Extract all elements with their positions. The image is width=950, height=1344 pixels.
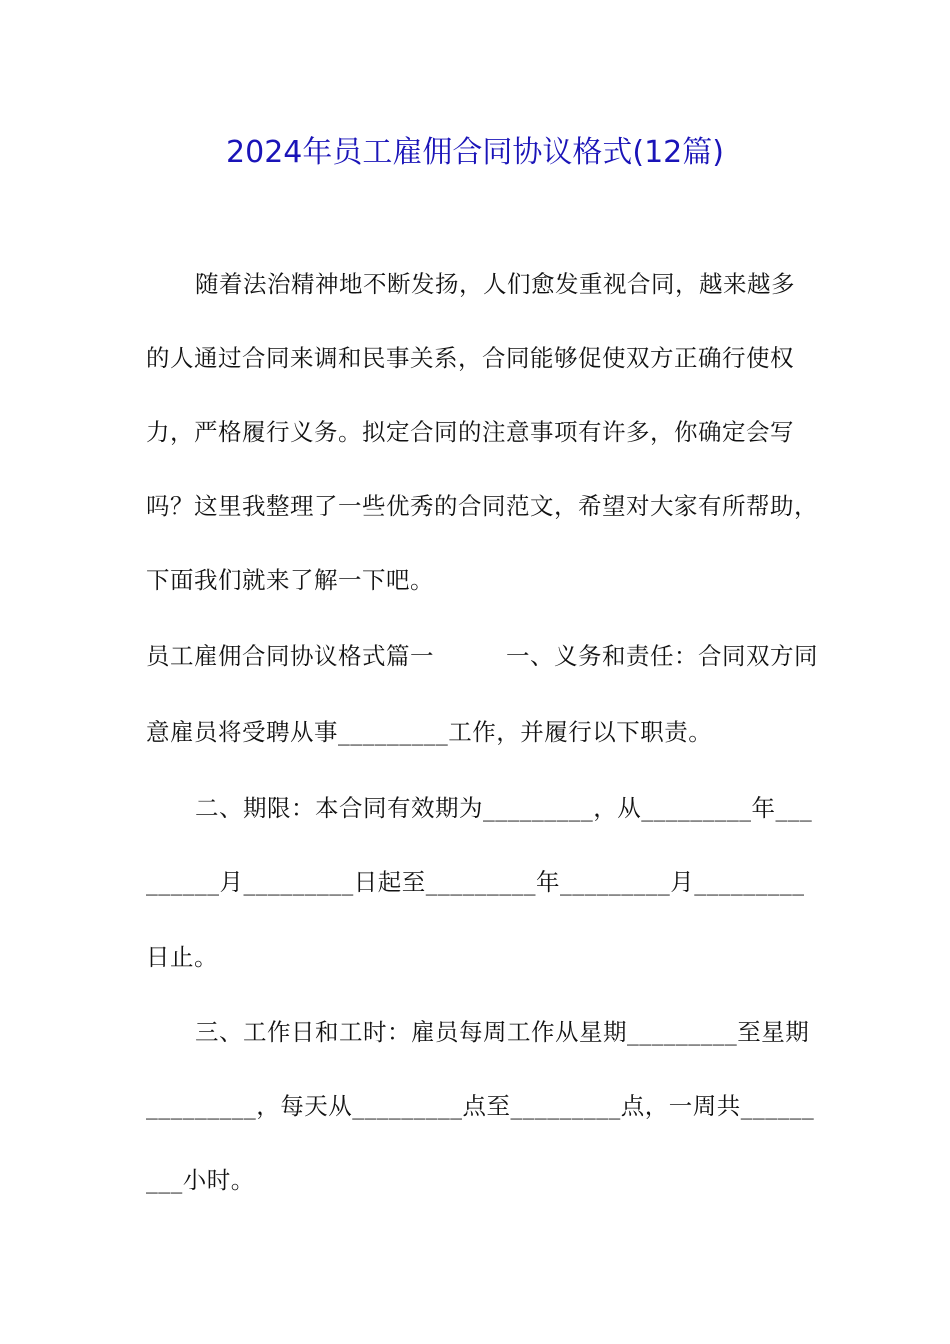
clause-3-line-2: _________，每天从_________点至_________点，一周共______: [146, 1092, 815, 1120]
clause-1-line: 意雇员将受聘从事_________工作，并履行以下职责。: [146, 718, 713, 746]
clause-3-line-1: 三、工作日和工时：雇员每周工作从星期_________至星期: [195, 1018, 810, 1046]
intro-line-3: 力，严格履行义务。拟定合同的注意事项有许多，你确定会写: [146, 418, 794, 446]
intro-line-4: 吗？这里我整理了一些优秀的合同范文，希望对大家有所帮助，: [146, 492, 818, 520]
section-heading-line: 员工雇佣合同协议格式篇一 一、义务和责任：合同双方同: [146, 642, 818, 670]
clause-2-line-2: ______月_________日起至_________年_________月_________: [146, 868, 805, 896]
intro-line-5: 下面我们就来了解一下吧。: [146, 566, 434, 594]
intro-line-2: 的人通过合同来调和民事关系，合同能够促使双方正确行使权: [146, 344, 794, 372]
clause-2-line-1: 二、期限：本合同有效期为_________，从_________年___: [195, 794, 813, 822]
intro-line-1: 随着法治精神地不断发扬，人们愈发重视合同，越来越多: [195, 270, 795, 298]
clause-2-line-3: 日止。: [146, 943, 218, 971]
document-title: 2024年员工雇佣合同协议格式(12篇): [226, 135, 724, 170]
clause-3-line-3: ___小时。: [146, 1166, 255, 1194]
